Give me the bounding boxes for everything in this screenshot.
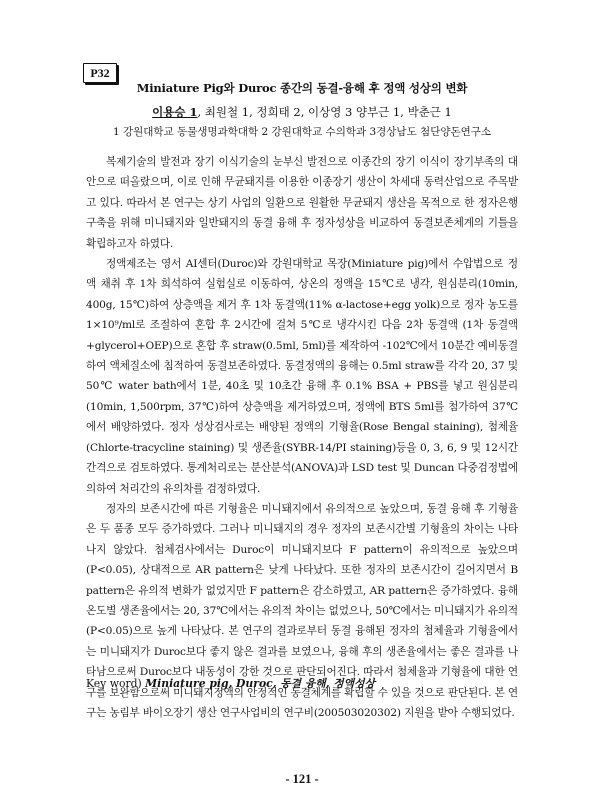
first-author: 이용승 1 xyxy=(152,105,198,119)
paragraph-results: 정자의 보존시간에 따른 기형율은 미니돼지에서 유의적으로 높았으며, 동결 융해 후 기형율은 두 품종 모두 증가하였다. 그러나 미니돼지의 경우 정자의 보존시간별 기형율의 차이는 나타나지 않았다. 첨체검사에서는 Duroc이 미니돼지보다 F pattern이 유의적으로 높았으며(P<0.05), 상대적으로 AR pattern은 낮게 나타났다. 또한 정자의 보존시간이 길어지면서 B pattern은 유의적 변화가 없었지만 F pattern은 감소하였고, AR pattern은 증가하였다. 융해 온도별 생존율에서는 20, 37℃에서는 유의적 차이는 없었으나, 50℃에서는 미니돼지가 유의적(P<0.05)으로 높게 나타났다. 본 연구의 결과로부터 동결 융해된 정자의 첨체율과 기형율에서는 미니돼지가 Duroc보다 좋지 않은 결과를 보였으나, 융해 후의 생존율에서는 좋은 결과를 나타남으로써 Duroc보다 내동성이 강한 것으로 판단되어진다. 따라서 첨체율과 기형율에 대한 연구를 보완함으로써 미니돼지정액의 안정적인 동결체계를 확립할 수 있을 것으로 판단된다. 본 연구는 농림부 바이오장기 생산 연구사업비의 연구비(200503020302) 지원을 받아 수행되었다. xyxy=(86,502,518,719)
affiliations: 1 강원대학교 동물생명과학대학 2 강원대학교 수의학과 3경상남도 첨단양돈연구소 xyxy=(112,126,492,138)
page-number: - 121 - xyxy=(285,772,319,786)
author-list xyxy=(75,104,529,120)
abstract-body xyxy=(86,152,518,723)
paper-title: Miniature Pig와 Duroc 종간의 동결-융해 후 정액 성상의 변화 xyxy=(136,81,468,95)
keywords-value: Miniature pig, Duroc, 동결 융해, 정액성상 xyxy=(145,677,375,690)
co-authors: , 최원철 1, 정희태 2, 이상영 3 양부근 1, 박춘근 1 xyxy=(197,105,452,119)
paragraph-introduction: 복제기술의 발전과 장기 이식기술의 눈부신 발전으로 이종간의 장기 이식이 장기부족의 대안으로 떠올랐으며, 이로 인해 무균돼지를 이용한 이종장기 생산이 차세대 동력산업으로 주목받고 있다. 따라서 본 연구는 상기 사업의 일환으로 원활한 무균돼지 생산을 목적으로 한 정자은행 구축을 위해 미니돼지와 일반돼지의 동결 융해 후 정자성상을 비교하여 동결보존체계의 기틀을 확립하고자 하였다. xyxy=(86,156,518,250)
abstract-id-badge: P32 xyxy=(83,63,117,83)
keywords-label: Key word) xyxy=(86,677,142,690)
paragraph-methods: 정액제조는 영서 AI센터(Duroc)와 강원대학교 목장(Miniature pig)에서 수압법으로 정액 채취 후 1차 희석하여 실험실로 이동하여, 상온의 정액을 15℃로 냉각, 원심분리(10min, 400g, 15℃)하여 상층액을 제거 후 1차 동결액(11% α-lactose+egg yolk)으로 정자 농도를 1×10⁹/ml로 조절하여 혼합 후 2시간에 걸쳐 5℃로 냉각시킨 다음 2차 동결액 (1차 동결액+glycerol+OEP)으로 혼합 후 straw(0.5ml, 5ml)를 제작하여 -102℃에서 10분간 예비동결하여 액체질소에 침적하여 동결보존하였다. 동결정액의 융해는 0.5ml straw를 각각 20, 37 및 50℃ water bath에서 1분, 40초 및 10초간 융해 후 0.1% BSA + PBS를 넣고 원심분리(10min, 1,500rpm, 37℃)하여 상층액을 제거하였으며, 정액에 BTS 5ml를 첨가하여 37℃에서 배양하였다. 정자 성상검사로는 배양된 정액의 기형율(Rose Bengal staining), 첨체율(Chlorte-tracycline staining) 및 생존율(SYBR-14/PI staining)등을 0, 3, 6, 9 및 12시간 간격으로 검토하였다. 통계처리로는 분산분석(ANOVA)과 LSD test 및 Duncan 다중검정법에 의하여 처리간의 유의차를 검정하였다. xyxy=(86,258,518,495)
keywords-line xyxy=(86,676,518,691)
